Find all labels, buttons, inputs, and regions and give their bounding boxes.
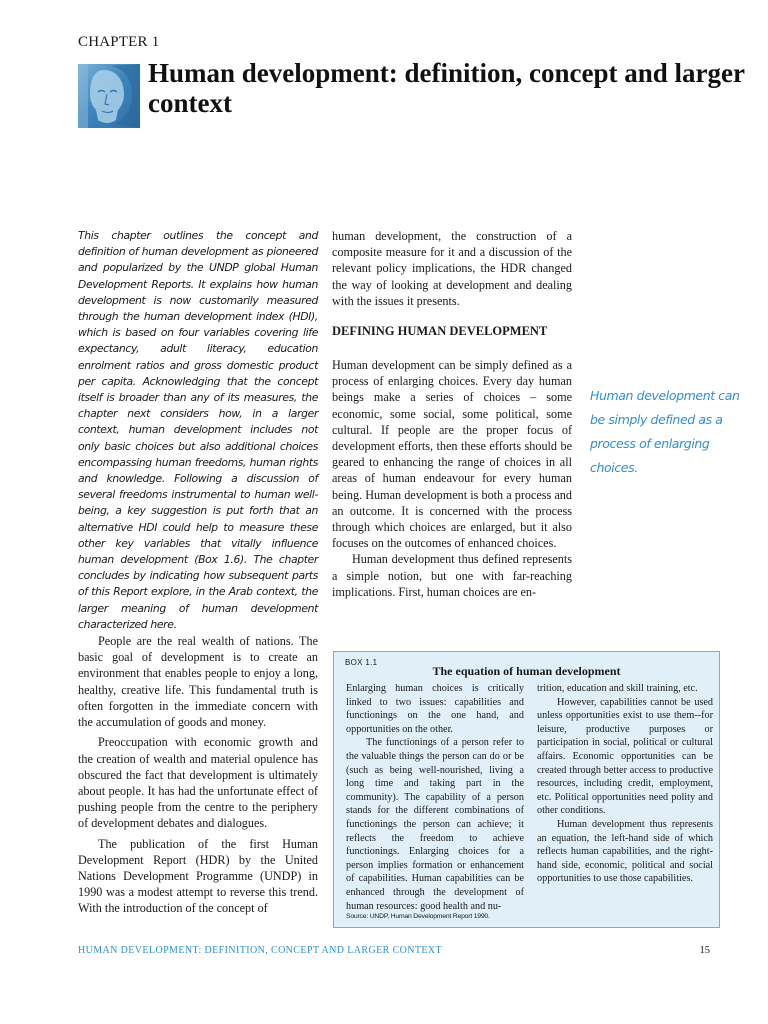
page-number: 15 bbox=[699, 945, 710, 956]
chapter-face-image bbox=[78, 64, 140, 128]
box-paragraph: trition, education and skill training, etc. bbox=[537, 683, 698, 694]
box-label: BOX 1.1 bbox=[345, 658, 378, 667]
middle-column bbox=[332, 228, 572, 600]
box-paragraph: Enlarging human choices is critically linked to two issues: capabilities and functionings on the one hand, and opportunities on the other. bbox=[346, 683, 524, 735]
box-1-1 bbox=[333, 651, 720, 928]
box-paragraph: Human development thus represents an equation, the left-hand side of which reflects human capabilities, and the right-hand side, economic, political and social opportunities to use those capabilities. bbox=[537, 818, 713, 885]
box-column-left bbox=[346, 682, 524, 913]
body-paragraph: Human development thus defined represents a simple notion, but one with far-reaching implications. First, human choices are en- bbox=[332, 552, 572, 599]
running-footer-title: HUMAN DEVELOPMENT: DEFINITION, CONCEPT AND LARGER CONTEXT bbox=[78, 945, 443, 956]
box-paragraph: The functionings of a person refer to the valuable things the person can do or be (such as being well-nourished, living a long time and taking part in the community). The capability of a person stands for the different combinations of functionings the person can achieve; it reflects the freedom to achieve functionings. Enlarging choices for a person implies formation or enhancement of capabilities. Human capabilities can be enhanced through the development of human resources: good health and nu- bbox=[346, 737, 524, 912]
body-paragraph: Human development can be simply defined as a process of enlarging choices. Every day human beings make a series of choices – some economic, some social, some political, some cultural. If people are the proper focus of development efforts, then these efforts should be geared to enhancing the range of choices in all areas of human endeavour for every human being. Human development is both a process and an outcome. It is concerned with the process through which choices are enlarged, but it also focuses on the outcomes of enhanced choices. bbox=[332, 358, 572, 551]
box-source: Source: UNDP, Human Development Report 1990. bbox=[346, 913, 490, 920]
chapter-label: CHAPTER 1 bbox=[78, 34, 160, 50]
chapter-title: Human development: definition, concept and larger context bbox=[148, 58, 745, 118]
left-column bbox=[78, 228, 318, 917]
box-paragraph: However, capabilities cannot be used unless opportunities exist to use them--for leisure, productive purposes or participation in social, political or cultural affairs. Economic opportunities can be created through better access to productive resources, including credit, employment, etc. Political opportunities need polity and other conditions. bbox=[537, 696, 713, 817]
body-paragraph: The publication of the first Human Development Report (HDR) by the United Nations Development Programme (UNDP) in 1990 was a modest attempt to reverse this trend. With the introduction of the concept of bbox=[78, 836, 318, 916]
box-column-right bbox=[537, 682, 713, 886]
box-title: The equation of human development bbox=[432, 664, 621, 678]
body-paragraph: human development, the construction of a composite measure for it and a discussion of the relevant policy implications, the HDR changed the way of looking at development and dealing with the issues it presents. bbox=[332, 229, 572, 308]
chapter-intro: This chapter outlines the concept and definition of human development as pioneered and popularized by the UNDP global Human Development Reports. It explains how human development is now customarily measured through the human development index (HDI), which is based on four variables covering life expectancy, adult literacy, education enrolment ratios and gross domestic product per capita. Acknowledging that the concept itself is broader than any of its measures, the chapter next considers how, in a larger context, human development includes not only basic choices but also additional choices encompassing human freedoms, human rights and knowledge. Following a discussion of several freedoms instrumental to human well-being, a key suggestion is put forth that an alternative HDI could help to measure these other key variables that vitally influence human development (Box 1.6). The chapter concludes by indicating how subsequent parts of this Report explore, in the Arab context, the larger meaning of human development characterized here. bbox=[78, 229, 318, 631]
body-paragraph: People are the real wealth of nations. The basic goal of development is to create an environment that enables people to enjoy a long, healthy, creative life. This fundamental truth is often forgotten in the immediate concern with the accumulation of goods and money. bbox=[78, 634, 318, 730]
section-heading: DEFINING HUMAN DEVELOPMENT bbox=[332, 324, 548, 339]
body-paragraph: Preoccupation with economic growth and the creation of wealth and material opulence has obscured the fact that development is ultimately about people. It has had the unfortunate effect of pushing people from the centre to the periphery of development debates and dialogues. bbox=[78, 735, 318, 831]
pull-quote: Human development can be simply defined as a process of enlarging choices. bbox=[590, 388, 740, 475]
